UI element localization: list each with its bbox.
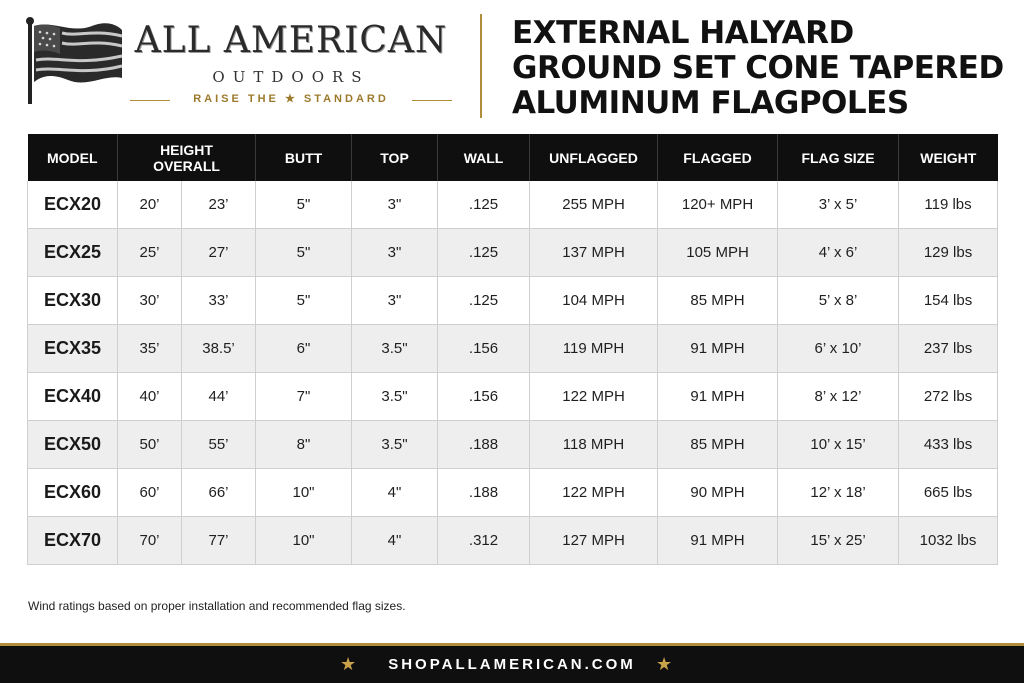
cell-weight: 237 lbs <box>899 325 998 373</box>
cell-height: 35’ <box>118 325 182 373</box>
cell-unflagged: 104 MPH <box>530 277 658 325</box>
col-header-flag-size: FLAG SIZE <box>778 134 899 181</box>
cell-butt: 7" <box>256 373 352 421</box>
cell-butt: 5" <box>256 229 352 277</box>
col-header-height: HEIGHT <box>160 141 213 158</box>
cell-weight: 129 lbs <box>899 229 998 277</box>
footer <box>0 643 1024 683</box>
page-title <box>512 16 1012 121</box>
cell-height: 40’ <box>118 373 182 421</box>
cell-overall: 33’ <box>182 277 256 325</box>
cell-flag-size: 3’ x 5’ <box>778 181 899 229</box>
title-line-2: GROUND SET CONE TAPERED <box>512 50 1004 86</box>
col-header-weight: WEIGHT <box>899 134 998 181</box>
cell-butt: 10" <box>256 469 352 517</box>
cell-wall: .125 <box>438 229 530 277</box>
cell-wall: .188 <box>438 421 530 469</box>
table-row <box>28 325 998 373</box>
cell-overall: 23’ <box>182 181 256 229</box>
cell-model: ECX70 <box>28 517 118 565</box>
cell-wall: .156 <box>438 325 530 373</box>
cell-weight: 665 lbs <box>899 469 998 517</box>
cell-unflagged: 119 MPH <box>530 325 658 373</box>
footnote: Wind ratings based on proper installation and recommended flag sizes. <box>28 599 406 613</box>
brand-logo[interactable] <box>22 16 452 116</box>
cell-top: 3.5" <box>352 373 438 421</box>
cell-model: ECX30 <box>28 277 118 325</box>
cell-height: 20’ <box>118 181 182 229</box>
header-divider <box>480 14 482 118</box>
table-row <box>28 373 998 421</box>
cell-model: ECX40 <box>28 373 118 421</box>
table-row <box>28 421 998 469</box>
cell-unflagged: 137 MPH <box>530 229 658 277</box>
cell-flagged: 90 MPH <box>658 469 778 517</box>
cell-wall: .312 <box>438 517 530 565</box>
brand-tagline <box>130 92 452 108</box>
cell-unflagged: 118 MPH <box>530 421 658 469</box>
cell-unflagged: 122 MPH <box>530 469 658 517</box>
cell-flagged: 91 MPH <box>658 517 778 565</box>
cell-height: 60’ <box>118 469 182 517</box>
cell-weight: 1032 lbs <box>899 517 998 565</box>
table-row <box>28 277 998 325</box>
cell-top: 3.5" <box>352 325 438 373</box>
cell-height: 50’ <box>118 421 182 469</box>
table-header-row <box>28 134 998 181</box>
cell-top: 3" <box>352 229 438 277</box>
star-icon: ★ <box>340 654 357 674</box>
cell-butt: 5" <box>256 181 352 229</box>
cell-flag-size: 10’ x 15’ <box>778 421 899 469</box>
cell-wall: .188 <box>438 469 530 517</box>
cell-flagged: 105 MPH <box>658 229 778 277</box>
cell-model: ECX35 <box>28 325 118 373</box>
col-header-butt: BUTT <box>256 134 352 181</box>
brand-subname: OUTDOORS <box>212 68 370 86</box>
cell-flagged: 85 MPH <box>658 421 778 469</box>
cell-flagged: 91 MPH <box>658 373 778 421</box>
header <box>0 0 1024 130</box>
table-row <box>28 181 998 229</box>
spec-table <box>27 134 998 565</box>
col-header-wall: WALL <box>438 134 530 181</box>
cell-flagged: 120+ MPH <box>658 181 778 229</box>
cell-height: 30’ <box>118 277 182 325</box>
cell-top: 4" <box>352 469 438 517</box>
cell-height: 70’ <box>118 517 182 565</box>
cell-flag-size: 8’ x 12’ <box>778 373 899 421</box>
cell-top: 4" <box>352 517 438 565</box>
cell-top: 3.5" <box>352 421 438 469</box>
col-header-overall: OVERALL <box>153 157 220 174</box>
cell-unflagged: 127 MPH <box>530 517 658 565</box>
table-row <box>28 229 998 277</box>
col-header-height-overall <box>118 134 256 181</box>
cell-overall: 77’ <box>182 517 256 565</box>
table-row <box>28 469 998 517</box>
cell-flag-size: 5’ x 8’ <box>778 277 899 325</box>
cell-weight: 154 lbs <box>899 277 998 325</box>
cell-wall: .156 <box>438 373 530 421</box>
cell-butt: 6" <box>256 325 352 373</box>
footer-url-link[interactable]: SHOPALLAMERICAN.COM <box>388 656 636 673</box>
cell-unflagged: 122 MPH <box>530 373 658 421</box>
cell-model: ECX20 <box>28 181 118 229</box>
cell-weight: 119 lbs <box>899 181 998 229</box>
cell-flag-size: 4’ x 6’ <box>778 229 899 277</box>
title-line-1: EXTERNAL HALYARD <box>512 15 854 51</box>
cell-wall: .125 <box>438 181 530 229</box>
cell-unflagged: 255 MPH <box>530 181 658 229</box>
cell-wall: .125 <box>438 277 530 325</box>
cell-overall: 66’ <box>182 469 256 517</box>
cell-weight: 433 lbs <box>899 421 998 469</box>
cell-model: ECX50 <box>28 421 118 469</box>
waving-flag-icon <box>22 16 127 106</box>
cell-top: 3" <box>352 181 438 229</box>
cell-overall: 38.5’ <box>182 325 256 373</box>
cell-model: ECX25 <box>28 229 118 277</box>
table-row <box>28 517 998 565</box>
cell-butt: 5" <box>256 277 352 325</box>
brand-name: ALL AMERICAN <box>134 20 448 61</box>
cell-flag-size: 15’ x 25’ <box>778 517 899 565</box>
cell-overall: 27’ <box>182 229 256 277</box>
cell-butt: 8" <box>256 421 352 469</box>
cell-weight: 272 lbs <box>899 373 998 421</box>
star-icon: ★ <box>656 654 673 674</box>
cell-height: 25’ <box>118 229 182 277</box>
cell-overall: 55’ <box>182 421 256 469</box>
tagline-rule-right <box>412 100 452 101</box>
cell-top: 3" <box>352 277 438 325</box>
title-line-3: ALUMINUM FLAGPOLES <box>512 85 909 121</box>
cell-flag-size: 12’ x 18’ <box>778 469 899 517</box>
col-header-model: MODEL <box>28 134 118 181</box>
cell-flag-size: 6’ x 10’ <box>778 325 899 373</box>
tagline-text: RAISE THE ★ STANDARD <box>193 93 389 105</box>
col-header-unflagged: UNFLAGGED <box>530 134 658 181</box>
cell-overall: 44’ <box>182 373 256 421</box>
cell-flagged: 85 MPH <box>658 277 778 325</box>
cell-flagged: 91 MPH <box>658 325 778 373</box>
cell-model: ECX60 <box>28 469 118 517</box>
col-header-flagged: FLAGGED <box>658 134 778 181</box>
cell-butt: 10" <box>256 517 352 565</box>
col-header-top: TOP <box>352 134 438 181</box>
